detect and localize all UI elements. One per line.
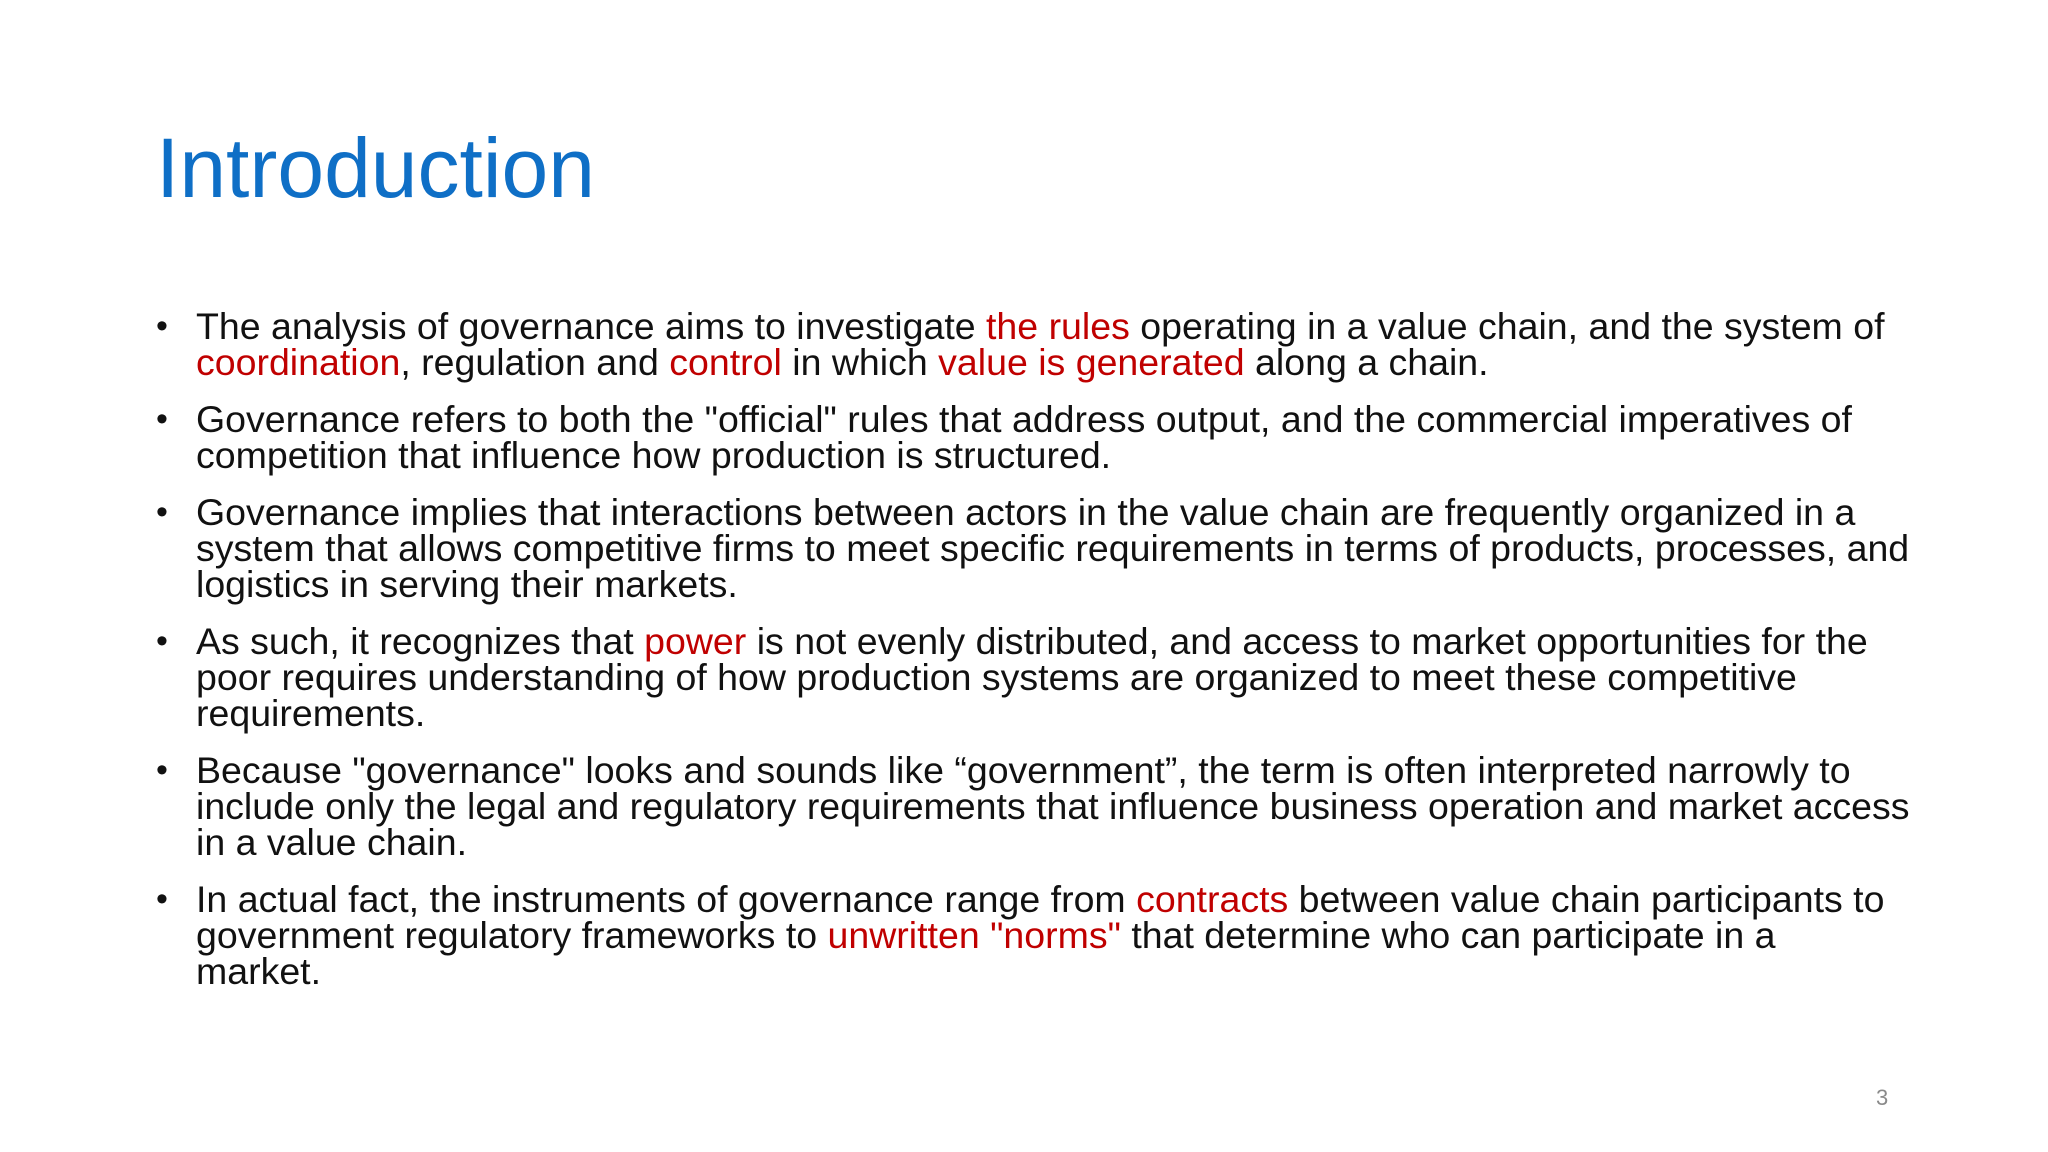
text-segment: along a chain. [1244, 341, 1489, 383]
text-segment: Governance refers to both the "official" rules that address output, and the commercial imperatives of competition that influence how production is structured. [196, 398, 1852, 476]
text-segment: is not evenly distributed, and access to market opportunities for the poor requires understanding of how production systems are organized to meet these competitive requirements. [196, 620, 1868, 734]
highlighted-term: coordination [196, 341, 401, 383]
bullet-glyph: • [156, 751, 168, 789]
highlighted-term: contracts [1136, 878, 1289, 920]
slide-title: Introduction [156, 121, 595, 215]
bullet-glyph: • [156, 880, 168, 918]
text-segment: As such, it recognizes that [196, 620, 645, 662]
bullet-item [150, 878, 1910, 992]
bullet-glyph: • [156, 307, 168, 345]
bullet-glyph: • [156, 493, 168, 531]
text-segment: that determine who can participate in a market. [196, 914, 1776, 992]
highlighted-term: value is generated [938, 341, 1245, 383]
text-segment: operating in a value chain, and the system of [1129, 305, 1885, 347]
bullet-list [150, 305, 1910, 1010]
text-segment: in which [781, 341, 939, 383]
text-segment: between value chain participants to government regulatory frameworks to [196, 878, 1885, 956]
bullet-text [196, 305, 1885, 383]
bullet-glyph: • [156, 622, 168, 660]
page-number: 3 [1876, 1085, 1889, 1110]
bullet-text [196, 398, 1852, 476]
highlighted-term: control [669, 341, 782, 383]
bullet-item [150, 398, 1910, 476]
bullet-text [196, 620, 1868, 734]
text-segment: In actual fact, the instruments of governance range from [196, 878, 1137, 920]
bullet-item [150, 620, 1910, 734]
text-segment: Governance implies that interactions between actors in the value chain are frequently organized in a system that allows competitive firms to meet specific requirements in terms of products, processes, and logistics in serving their markets. [196, 491, 1910, 605]
bullet-glyph: • [156, 400, 168, 438]
bullet-text [196, 878, 1884, 992]
text-segment: , regulation and [400, 341, 670, 383]
bullet-text [196, 491, 1909, 605]
text-segment: Because "governance" looks and sounds like “government”, the term is often interpreted narrowly to include only the legal and regulatory requirements that influence business operation and market access in a value chain. [196, 749, 1910, 863]
highlighted-term: power [644, 620, 747, 662]
highlighted-term: unwritten "norms" [827, 914, 1121, 956]
bullet-item [150, 491, 1910, 605]
highlighted-term: the rules [986, 305, 1130, 347]
bullet-item [150, 749, 1910, 863]
text-segment: The analysis of governance aims to investigate [196, 305, 987, 347]
bullet-text [196, 749, 1910, 863]
bullet-item [150, 305, 1910, 383]
